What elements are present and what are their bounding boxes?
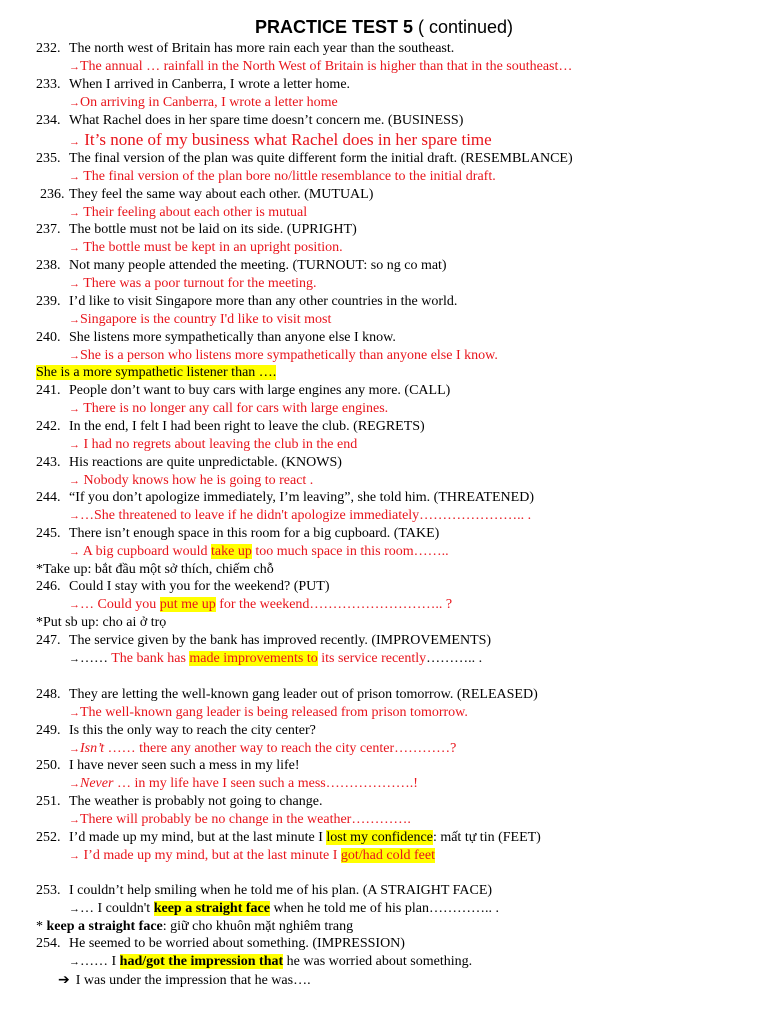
answer-246: →… Could you put me up for the weekend……………………….. ? [69,597,453,612]
answer-252: → I’d made up my mind, but at the last minute I got/had cold feet [69,848,435,863]
answer-254: →…… I had/got the impression that he was worried about something. [69,954,473,969]
answer-244: →…She threatened to leave if he didn't apologize immediately………………….. . [69,508,532,523]
arrow-icon: → [69,653,80,665]
question-232: 232. The north west of Britain has more rain each year than the southeast. [36,41,455,56]
note-253: * keep a straight face: giữ cho khuôn mặt nghiêm trang [36,919,354,934]
question-247: 247. The service given by the bank has improved recently. (IMPROVEMENTS) [36,633,492,648]
question-249: 249. Is this the only way to reach the city center? [36,723,316,738]
answer-245: → A big cupboard would take up too much space in this room…….. [69,544,449,559]
arrow-icon: → [69,850,80,862]
question-245: 245. There isn’t enough space in this room for a big cupboard. (TAKE) [36,526,440,541]
question-240: 240. She listens more sympathetically than anyone else I know. [36,330,396,345]
question-235: 235. The final version of the plan was quite different form the initial draft. (RESEMBLANCE) [36,151,573,166]
question-251: 251. The weather is probably not going to change. [36,794,323,809]
question-236: 236. They feel the same way about each other. (MUTUAL) [40,187,374,202]
answer-240: →She is a person who listens more sympathetically than anyone else I know. [69,348,498,363]
note-246: *Put sb up: cho ai ở trọ [36,615,167,630]
answer-232: →The annual … rainfall in the North West of Britain is higher than that in the southeast… [69,59,573,74]
question-241: 241. People don’t want to buy cars with large engines any more. (CALL) [36,383,451,398]
arrow-icon: → [69,403,80,415]
arrow-icon: → [69,314,80,326]
question-233: 233. When I arrived in Canberra, I wrote a letter home. [36,77,351,92]
arrow-icon: → [69,278,80,290]
arrow-icon: → [69,242,80,254]
arrow-icon: → [69,61,80,73]
arrow-icon: → [69,956,80,968]
arrow-icon: → [69,136,80,148]
answer-238: → There was a poor turnout for the meeting. [69,276,317,291]
bold-arrow-icon: ➔ [58,972,70,988]
question-239: 239. I’d like to visit Singapore more than any other countries in the world. [36,294,458,309]
question-243: 243. His reactions are quite unpredictable. (KNOWS) [36,455,342,470]
arrow-icon: → [69,207,80,219]
arrow-icon: → [69,778,80,790]
arrow-icon: → [69,439,80,451]
answer-236: → Their feeling about each other is mutual [69,205,308,220]
answer-251: →There will probably be no change in the weather…………. [69,812,411,827]
note-245: *Take up: bắt đầu một sở thích, chiếm chỗ [36,562,274,577]
arrow-icon: → [69,707,80,719]
answer-234: → It’s none of my business what Rachel does in her spare time [69,130,492,149]
arrow-icon: → [69,475,80,487]
answer-241: → There is no longer any call for cars with large engines. [69,401,389,416]
question-242: 242. In the end, I felt I had been right to leave the club. (REGRETS) [36,419,425,434]
question-244: 244. “If you don’t apologize immediately, I’m leaving”, she told him. (THREATENED) [36,490,534,505]
answer-235: → The final version of the plan bore no/little resemblance to the initial draft. [69,169,496,184]
arrow-icon: → [69,903,80,915]
arrow-icon: → [69,510,80,522]
answer-248: →The well-known gang leader is being released from prison tomorrow. [69,705,468,720]
arrow-icon: → [69,350,80,362]
arrow-icon: → [69,814,80,826]
question-254: 254. He seemed to be worried about something. (IMPRESSION) [36,936,405,951]
title-sub: ( continued) [412,17,514,37]
question-250: 250. I have never seen such a mess in my life! [36,758,300,773]
question-253: 253. I couldn’t help smiling when he told me of his plan. (A STRAIGHT FACE) [36,883,493,898]
answer-242: → I had no regrets about leaving the club in the end [69,437,358,452]
arrow-icon: → [69,743,80,755]
answer-237: → The bottle must be kept in an upright position. [69,240,343,255]
note-240: She is a more sympathetic listener than …. [36,365,277,380]
question-234: 234. What Rachel does in her spare time doesn’t concern me. (BUSINESS) [36,113,464,128]
arrow-icon: → [69,599,80,611]
answer-247: →…… The bank has made improvements to its service recently……….. . [69,651,483,666]
question-237: 237. The bottle must not be laid on its side. (UPRIGHT) [36,222,357,237]
arrow-icon: → [69,97,80,109]
question-238: 238. Not many people attended the meeting. (TURNOUT: so ng co mat) [36,258,447,273]
page-title [0,17,768,38]
answer-243: → Nobody knows how he is going to react . [69,473,314,488]
arrow-icon: → [69,171,80,183]
answer-239: →Singapore is the country I'd like to visit most [69,312,332,327]
answer-250: →Never … in my life have I seen such a mess……………….! [69,776,418,791]
answer-249: →Isn’t …… there any another way to reach the city center…………? [69,741,457,756]
title-main: PRACTICE TEST 5 [254,17,413,37]
extra-254: ➔ I was under the impression that he was…. [58,972,311,988]
answer-253: →… I couldn't keep a straight face when he told me of his plan………….. . [69,901,499,916]
answer-233: →On arriving in Canberra, I wrote a letter home [69,95,338,110]
question-248: 248. They are letting the well-known gang leader out of prison tomorrow. (RELEASED) [36,687,538,702]
question-246: 246. Could I stay with you for the weekend? (PUT) [36,579,330,594]
question-252: 252. I’d made up my mind, but at the last minute I lost my confidence: mất tự tin (FEET) [36,830,541,845]
arrow-icon: → [69,546,80,558]
